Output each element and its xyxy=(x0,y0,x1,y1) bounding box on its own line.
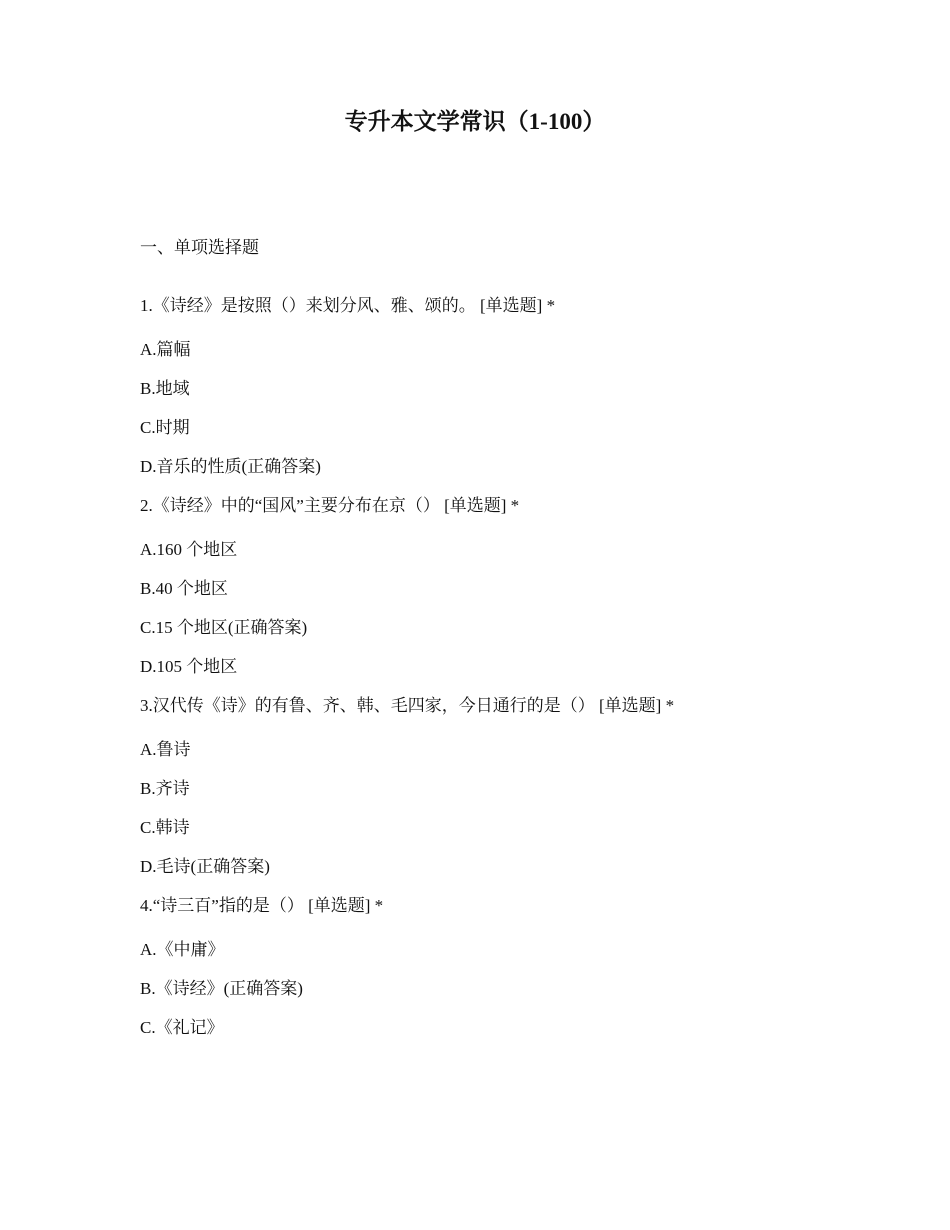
option-c: C.时期 xyxy=(140,418,190,437)
question-3 xyxy=(140,694,860,879)
option-c: C.15 个地区(正确答案) xyxy=(140,618,308,637)
question-text: 3.汉代传《诗》的有鲁、齐、韩、毛四家，今日通行的是（） [单选题] * xyxy=(140,696,675,715)
question-2 xyxy=(140,494,860,679)
option-d: D.音乐的性质(正确答案) xyxy=(140,457,321,476)
question-list xyxy=(140,294,860,1055)
option-b: B.40 个地区 xyxy=(140,579,228,598)
option-c: C.韩诗 xyxy=(140,818,190,837)
question-text: 2.《诗经》中的“国风”主要分布在京（） [单选题] * xyxy=(140,496,520,515)
page-title: 专升本文学常识（1-100） xyxy=(344,109,606,134)
option-b: B.《诗经》(正确答案) xyxy=(140,979,303,998)
question-text: 1.《诗经》是按照（）来划分风、雅、颂的。 [单选题] * xyxy=(140,296,556,315)
question-1 xyxy=(140,294,860,479)
question-4 xyxy=(140,894,860,1040)
option-d: D.毛诗(正确答案) xyxy=(140,857,270,876)
option-c: C.《礼记》 xyxy=(140,1018,224,1037)
option-a: A.160 个地区 xyxy=(140,540,238,559)
option-b: B.地域 xyxy=(140,379,190,398)
option-b: B.齐诗 xyxy=(140,779,190,798)
option-d: D.105 个地区 xyxy=(140,657,238,676)
question-text: 4.“诗三百”指的是（） [单选题] * xyxy=(140,896,384,915)
option-a: A.篇幅 xyxy=(140,340,191,359)
option-a: A.《中庸》 xyxy=(140,940,225,959)
option-a: A.鲁诗 xyxy=(140,740,191,759)
section-heading: 一、单项选择题 xyxy=(140,238,259,257)
